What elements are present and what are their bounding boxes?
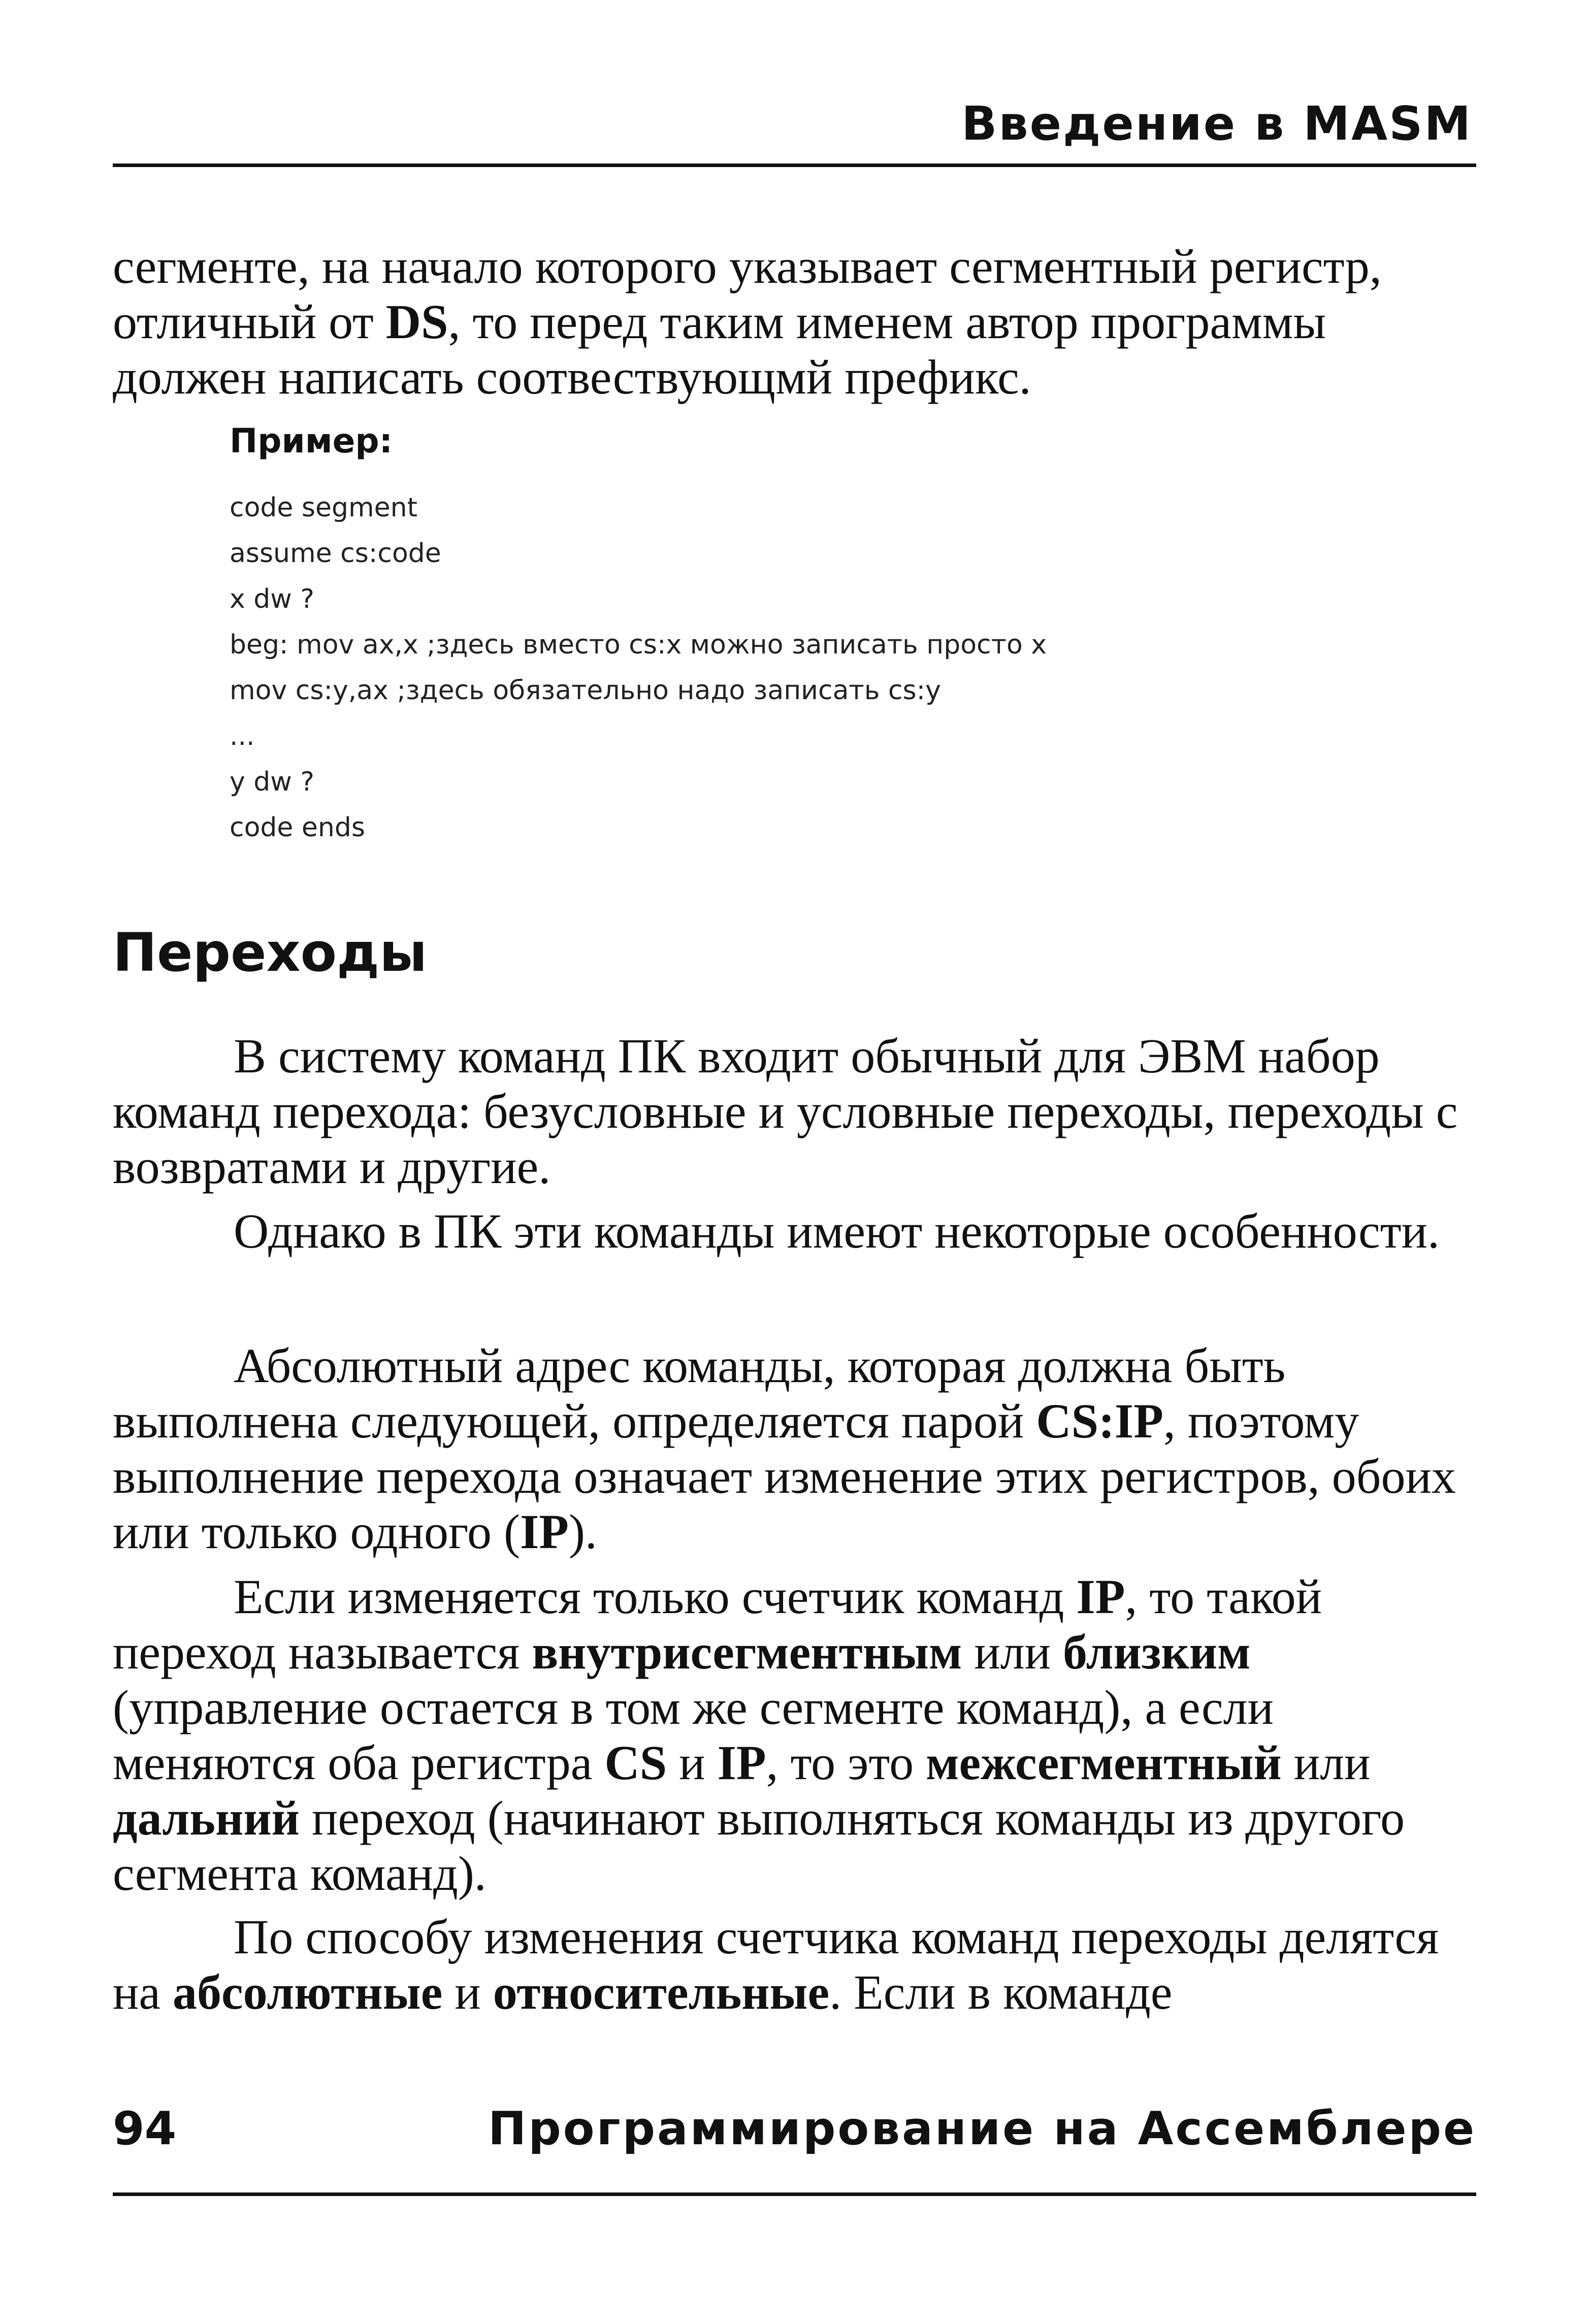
bold-term: DS (385, 294, 448, 349)
code-line: ... (230, 721, 255, 751)
footer-rule (113, 2192, 1476, 2196)
intro-paragraph: сегменте, на начало которого указывает сегментный регистр, отличный от DS, то перед таким именем автор программы должен написать соотвествующмй префикс. (113, 239, 1382, 404)
bold-term: относительные (493, 1965, 830, 2019)
bold-term: межсегментный (926, 1736, 1282, 1790)
bold-term: абсолютные (172, 1965, 443, 2019)
bold-term: дальний (113, 1791, 300, 1845)
footer-book-title: Программирование на Ассемблере (488, 2102, 1476, 2155)
code-line: code segment (230, 493, 418, 523)
code-line: code ends (230, 812, 365, 843)
example-label: Пример: (230, 421, 393, 461)
paragraph-5: По способу изменения счетчика команд переходы делятся на абсолютные и относительные. Если в команде (113, 1910, 1439, 2019)
header-rule (113, 163, 1476, 167)
code-line: x dw ? (230, 584, 314, 614)
code-example (230, 485, 1047, 850)
bold-term: внутрисегментным (532, 1625, 962, 1679)
paragraph-2: Однако в ПК эти команды имеют некоторые особенности. (234, 1204, 1440, 1258)
bold-term: IP (717, 1736, 766, 1790)
bold-term: IP (1076, 1569, 1125, 1624)
code-line: mov cs:y,ax ;здесь обязательно надо записать cs:y (230, 675, 941, 706)
running-header: Введение в MASM (961, 96, 1472, 151)
code-line: assume cs:code (230, 538, 441, 569)
code-line: y dw ? (230, 767, 314, 797)
bold-term: IP (520, 1504, 569, 1559)
code-line: beg: mov ax,x ;здесь вместо cs:x можно записать просто x (230, 630, 1047, 660)
bold-term: CS:IP (1036, 1394, 1163, 1448)
bold-term: CS (604, 1736, 667, 1790)
section-title: Переходы (113, 922, 428, 984)
bold-term: близким (1063, 1625, 1251, 1679)
paragraph-4: Если изменяется только счетчик команд IP, то такой переход называется внутрисегментным или близким (управление остается в том же сегменте команд), а если меняются оба регистра CS и IP, то это межсегментный или дальний переход (начинают выполняться команды из другого сегмента команд). (113, 1569, 1405, 1901)
page-number: 94 (113, 2102, 177, 2155)
paragraph-1: В систему команд ПК входит обычный для ЭВМ набор команд перехода: безусловные и условные переходы, переходы с возвратами и другие. (113, 1029, 1458, 1194)
paragraph-3: Абсолютный адрес команды, которая должна быть выполнена следующей, определяется парой CS:IP, поэтому выполнение перехода означает изменение этих регистров, обоих или только одного (IP). (113, 1338, 1456, 1559)
